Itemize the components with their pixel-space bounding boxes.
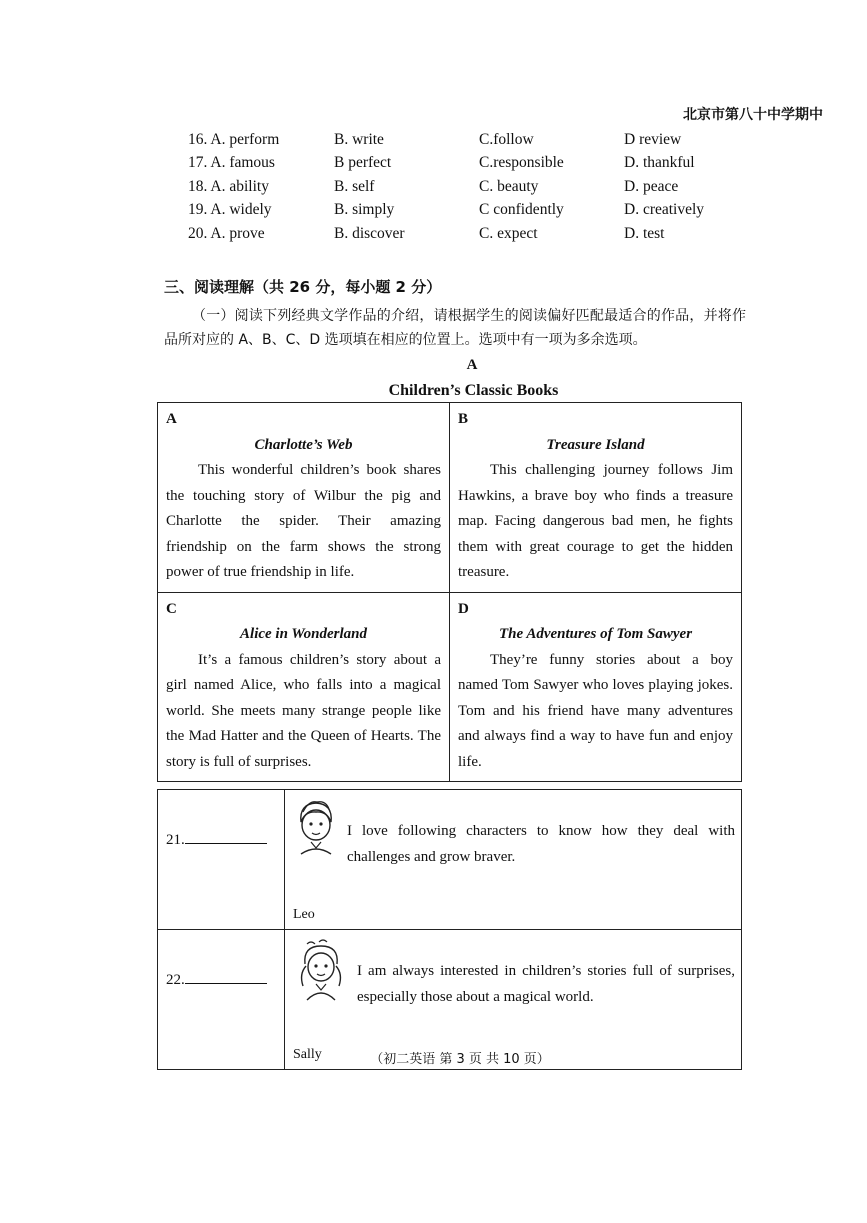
answer-blank[interactable] xyxy=(185,968,267,984)
book-description: This wonderful children’s book shares the touching story of Wilbur the pig and Charlotte the spider. Their amazing friendship on the farm shows the strong power of true friendship in life. xyxy=(166,462,441,580)
option: D. peace xyxy=(624,177,679,195)
student-name: Leo xyxy=(293,907,315,922)
option-row-17 xyxy=(188,152,728,176)
book-letter: B xyxy=(458,411,469,427)
option: 20. A. prove xyxy=(188,224,265,242)
girl-avatar-icon xyxy=(293,938,349,1006)
option: B. write xyxy=(334,130,384,148)
section-instruction: （一）阅读下列经典文学作品的介绍，请根据学生的阅读偏好匹配最适合的作品，并将作品所对应的 A、B、C、D 选项填在相应的位置上。选项中有一项为多余选项。 xyxy=(164,308,746,348)
option-row-19 xyxy=(188,199,728,223)
option: B. simply xyxy=(334,201,395,219)
book-description: It’s a famous children’s story about a girl named Alice, who falls into a magical world. She meets many strange people like the Mad Hatter and the Queen of Hearts. The story is full of surprises. xyxy=(166,651,441,770)
boy-avatar-icon xyxy=(293,798,339,864)
section-title: 三、阅读理解（共 26 分，每小题 2 分） xyxy=(164,278,442,296)
page-footer: （初二英语 第 3 页 共 10 页） xyxy=(370,1052,550,1067)
book-letter: D xyxy=(458,600,469,617)
book-card-d xyxy=(450,592,742,782)
question-21 xyxy=(158,790,285,930)
option-row-18 xyxy=(188,175,728,199)
option-row-16 xyxy=(188,128,728,152)
books-table xyxy=(157,402,742,782)
book-description: This challenging journey follows Jim Hawkins, a brave boy who finds a treasure map. Facing dangerous bad men, he fights them with great courage to get the hidden treasure. xyxy=(458,462,733,580)
option-row-20 xyxy=(188,222,728,246)
question-number: 21. xyxy=(166,832,185,848)
options-list xyxy=(188,128,728,246)
option: B perfect xyxy=(334,154,392,172)
book-card-a xyxy=(158,403,450,593)
book-description: They’re funny stories about a boy named Tom Sawyer who loves playing jokes. Tom and his friend have many adventures and always find a way to have fun and enjoy life. xyxy=(458,651,733,770)
option: 18. A. ability xyxy=(188,177,269,195)
school-header: 北京市第八十中学期中 xyxy=(683,107,823,123)
book-card-c xyxy=(158,592,450,782)
option: 17. A. famous xyxy=(188,154,275,172)
student-preference-leo xyxy=(285,790,742,930)
student-quote: I love following characters to know how they deal with challenges and grow braver. xyxy=(347,823,735,865)
book-title: Alice in Wonderland xyxy=(240,626,367,642)
option: 19. A. widely xyxy=(188,201,272,219)
part-label: A xyxy=(466,357,478,373)
answer-blank[interactable] xyxy=(185,828,267,844)
question-number: 22. xyxy=(166,972,185,988)
option: D. thankful xyxy=(624,154,695,172)
option: B. self xyxy=(334,177,375,195)
option: C.follow xyxy=(479,130,534,148)
option: D. creatively xyxy=(624,201,705,219)
book-letter: A xyxy=(166,411,177,427)
option: C. expect xyxy=(479,224,538,242)
book-title: Treasure Island xyxy=(546,436,645,453)
books-title: Children’s Classic Books xyxy=(388,382,559,399)
option: C.responsible xyxy=(479,154,564,172)
student-name: Sally xyxy=(293,1047,322,1062)
option: C confidently xyxy=(479,201,564,219)
student-quote: I am always interested in children’s stories full of surprises, especially those about a magical world. xyxy=(357,963,735,1005)
book-title: Charlotte’s Web xyxy=(254,436,353,453)
option: 16. A. perform xyxy=(188,130,280,148)
book-card-b xyxy=(450,403,742,593)
option: B. discover xyxy=(334,224,405,242)
option: C. beauty xyxy=(479,177,539,195)
option: D review xyxy=(624,130,682,148)
matching-table xyxy=(157,789,742,1070)
book-title: The Adventures of Tom Sawyer xyxy=(498,626,693,642)
option: D. test xyxy=(624,224,665,242)
book-letter: C xyxy=(166,600,177,617)
